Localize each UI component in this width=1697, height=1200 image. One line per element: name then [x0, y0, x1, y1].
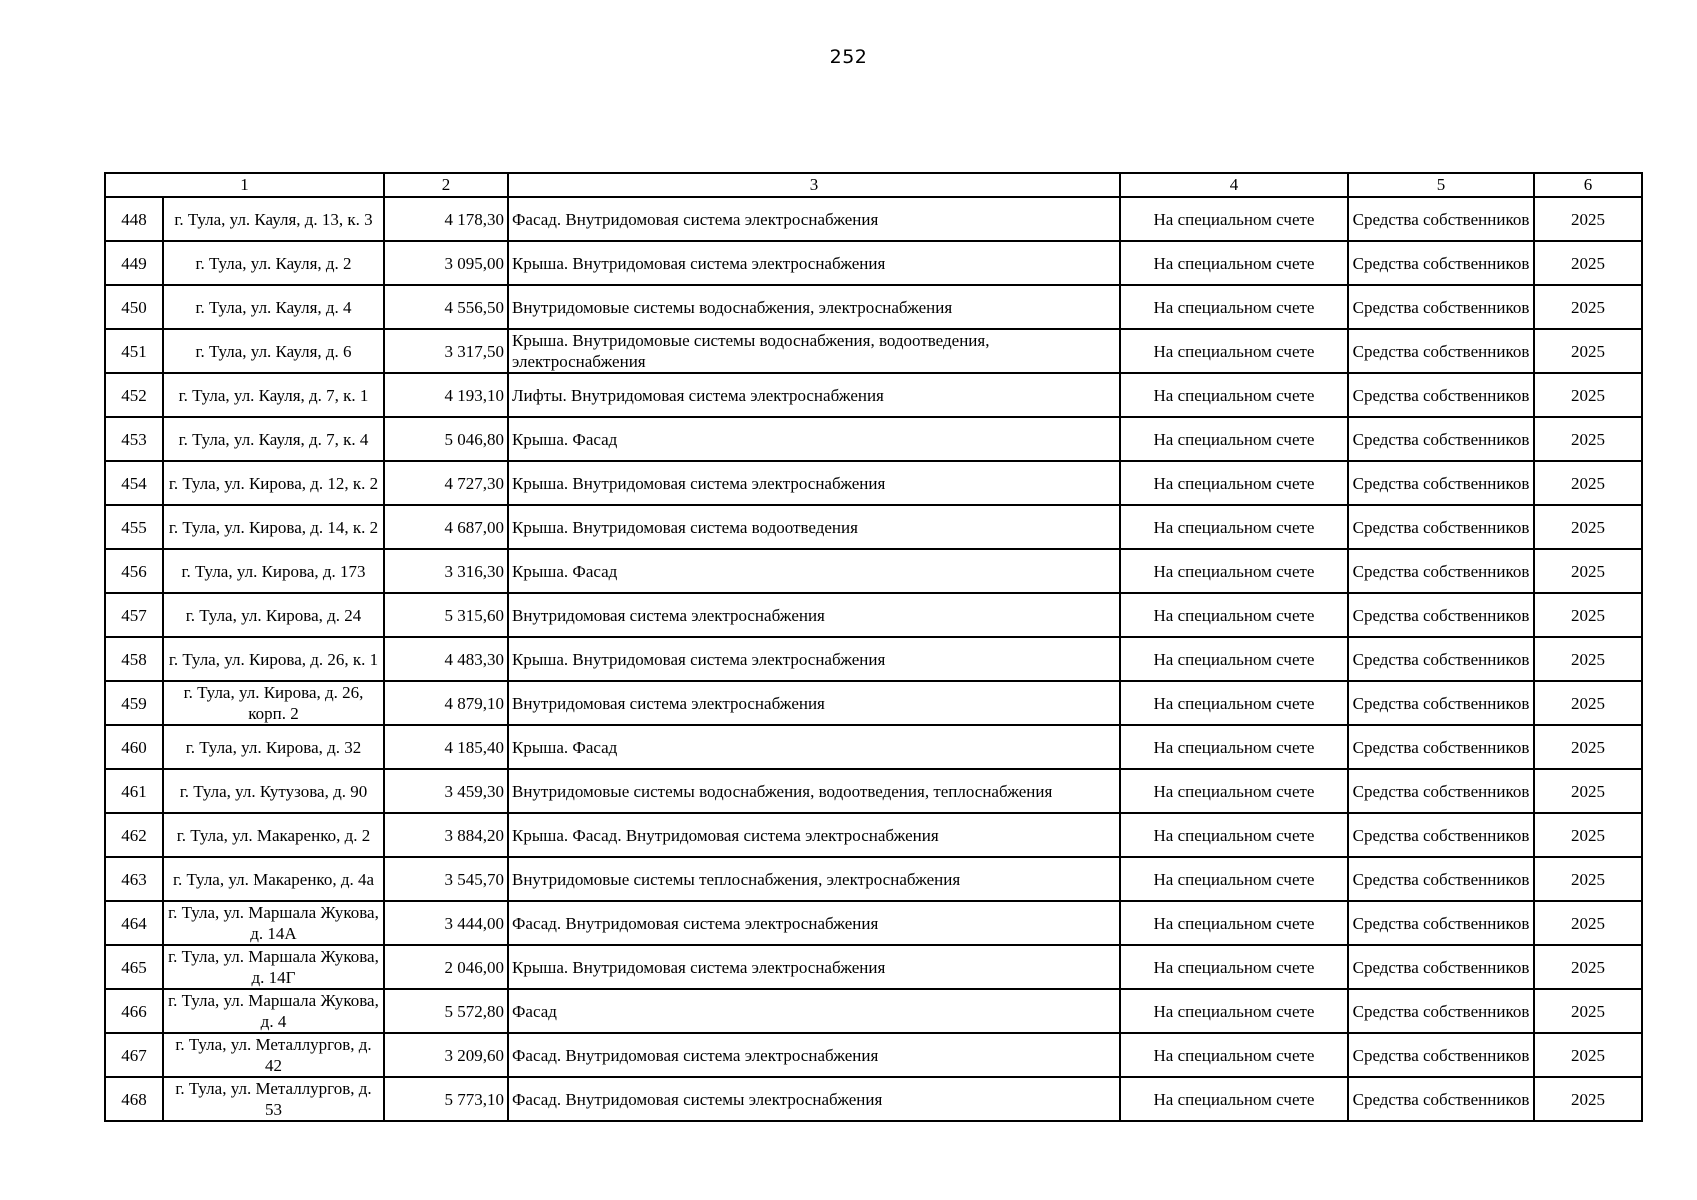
row-works: Крыша. Внутридомовая система электроснабжения	[508, 637, 1120, 681]
row-number: 461	[105, 769, 163, 813]
row-works: Крыша. Внутридомовая система электроснабжения	[508, 461, 1120, 505]
row-account: На специальном счете	[1120, 417, 1348, 461]
table-row	[105, 241, 1642, 285]
row-year: 2025	[1534, 637, 1642, 681]
row-funding-source: Средства собственников	[1348, 725, 1534, 769]
row-area: 3 316,30	[384, 549, 508, 593]
row-year: 2025	[1534, 285, 1642, 329]
header-col-1: 1	[105, 173, 384, 197]
row-address: г. Тула, ул. Маршала Жукова, д. 14А	[163, 901, 384, 945]
row-account: На специальном счете	[1120, 461, 1348, 505]
row-area: 3 884,20	[384, 813, 508, 857]
row-year: 2025	[1534, 857, 1642, 901]
row-account: На специальном счете	[1120, 373, 1348, 417]
row-number: 455	[105, 505, 163, 549]
row-works: Фасад. Внутридомовая система электроснабжения	[508, 901, 1120, 945]
row-works: Крыша. Внутридомовая система водоотведения	[508, 505, 1120, 549]
row-number: 454	[105, 461, 163, 505]
table-row	[105, 1077, 1642, 1121]
table-header	[105, 173, 1642, 197]
table-row	[105, 857, 1642, 901]
row-number: 450	[105, 285, 163, 329]
row-area: 3 209,60	[384, 1033, 508, 1077]
table-row	[105, 373, 1642, 417]
table-row	[105, 417, 1642, 461]
row-year: 2025	[1534, 813, 1642, 857]
row-address: г. Тула, ул. Кутузова, д. 90	[163, 769, 384, 813]
row-account: На специальном счете	[1120, 285, 1348, 329]
row-account: На специальном счете	[1120, 945, 1348, 989]
row-funding-source: Средства собственников	[1348, 461, 1534, 505]
row-funding-source: Средства собственников	[1348, 637, 1534, 681]
row-account: На специальном счете	[1120, 593, 1348, 637]
header-col-6: 6	[1534, 173, 1642, 197]
table-row	[105, 725, 1642, 769]
table-row	[105, 989, 1642, 1033]
row-works: Фасад. Внутридомовая система электроснабжения	[508, 1033, 1120, 1077]
row-number: 462	[105, 813, 163, 857]
row-year: 2025	[1534, 505, 1642, 549]
row-year: 2025	[1534, 681, 1642, 725]
row-number: 459	[105, 681, 163, 725]
row-number: 456	[105, 549, 163, 593]
row-funding-source: Средства собственников	[1348, 857, 1534, 901]
row-area: 4 727,30	[384, 461, 508, 505]
row-number: 448	[105, 197, 163, 241]
row-year: 2025	[1534, 197, 1642, 241]
row-area: 2 046,00	[384, 945, 508, 989]
row-address: г. Тула, ул. Кирова, д. 24	[163, 593, 384, 637]
row-works: Фасад. Внутридомовая системы электроснабжения	[508, 1077, 1120, 1121]
row-area: 5 315,60	[384, 593, 508, 637]
row-address: г. Тула, ул. Кауля, д. 4	[163, 285, 384, 329]
row-address: г. Тула, ул. Кирова, д. 12, к. 2	[163, 461, 384, 505]
table-row	[105, 593, 1642, 637]
row-funding-source: Средства собственников	[1348, 329, 1534, 373]
row-account: На специальном счете	[1120, 549, 1348, 593]
row-number: 465	[105, 945, 163, 989]
header-row	[105, 173, 1642, 197]
row-funding-source: Средства собственников	[1348, 593, 1534, 637]
row-address: г. Тула, ул. Кирова, д. 26, к. 1	[163, 637, 384, 681]
table-body	[105, 197, 1642, 1121]
row-account: На специальном счете	[1120, 989, 1348, 1033]
row-area: 4 483,30	[384, 637, 508, 681]
table-row	[105, 285, 1642, 329]
row-year: 2025	[1534, 417, 1642, 461]
table-row	[105, 197, 1642, 241]
row-works: Внутридомовые системы водоснабжения, электроснабжения	[508, 285, 1120, 329]
row-works: Крыша. Фасад	[508, 549, 1120, 593]
row-funding-source: Средства собственников	[1348, 1077, 1534, 1121]
table-row	[105, 329, 1642, 373]
row-year: 2025	[1534, 989, 1642, 1033]
row-year: 2025	[1534, 1077, 1642, 1121]
row-address: г. Тула, ул. Кирова, д. 173	[163, 549, 384, 593]
row-works: Крыша. Внутридомовая система электроснабжения	[508, 241, 1120, 285]
row-works: Внутридомовая система электроснабжения	[508, 681, 1120, 725]
row-area: 5 046,80	[384, 417, 508, 461]
table-row	[105, 505, 1642, 549]
row-area: 3 444,00	[384, 901, 508, 945]
row-funding-source: Средства собственников	[1348, 813, 1534, 857]
row-year: 2025	[1534, 373, 1642, 417]
row-address: г. Тула, ул. Кауля, д. 7, к. 1	[163, 373, 384, 417]
row-funding-source: Средства собственников	[1348, 1033, 1534, 1077]
row-works: Крыша. Внутридомовая система электроснабжения	[508, 945, 1120, 989]
row-funding-source: Средства собственников	[1348, 373, 1534, 417]
row-account: На специальном счете	[1120, 725, 1348, 769]
row-year: 2025	[1534, 769, 1642, 813]
row-area: 4 879,10	[384, 681, 508, 725]
row-address: г. Тула, ул. Макаренко, д. 2	[163, 813, 384, 857]
row-number: 457	[105, 593, 163, 637]
repair-schedule-table	[104, 172, 1643, 1122]
row-address: г. Тула, ул. Металлургов, д. 42	[163, 1033, 384, 1077]
row-number: 458	[105, 637, 163, 681]
header-col-5: 5	[1348, 173, 1534, 197]
row-number: 453	[105, 417, 163, 461]
row-number: 467	[105, 1033, 163, 1077]
row-area: 3 095,00	[384, 241, 508, 285]
row-area: 3 459,30	[384, 769, 508, 813]
row-funding-source: Средства собственников	[1348, 549, 1534, 593]
table-row	[105, 945, 1642, 989]
row-account: На специальном счете	[1120, 769, 1348, 813]
row-works: Внутридомовые системы теплоснабжения, электроснабжения	[508, 857, 1120, 901]
row-address: г. Тула, ул. Маршала Жукова, д. 14Г	[163, 945, 384, 989]
row-address: г. Тула, ул. Маршала Жукова, д. 4	[163, 989, 384, 1033]
row-address: г. Тула, ул. Макаренко, д. 4а	[163, 857, 384, 901]
row-works: Крыша. Внутридомовые системы водоснабжения, водоотведения, электроснабжения	[508, 329, 1120, 373]
row-area: 5 773,10	[384, 1077, 508, 1121]
table-row	[105, 461, 1642, 505]
table-row	[105, 813, 1642, 857]
row-address: г. Тула, ул. Металлургов, д. 53	[163, 1077, 384, 1121]
row-account: На специальном счете	[1120, 1033, 1348, 1077]
row-account: На специальном счете	[1120, 505, 1348, 549]
row-address: г. Тула, ул. Кирова, д. 32	[163, 725, 384, 769]
row-address: г. Тула, ул. Кауля, д. 13, к. 3	[163, 197, 384, 241]
row-address: г. Тула, ул. Кирова, д. 14, к. 2	[163, 505, 384, 549]
row-number: 463	[105, 857, 163, 901]
row-account: На специальном счете	[1120, 813, 1348, 857]
row-works: Внутридомовая система электроснабжения	[508, 593, 1120, 637]
row-works: Крыша. Фасад. Внутридомовая система электроснабжения	[508, 813, 1120, 857]
row-number: 466	[105, 989, 163, 1033]
row-works: Фасад	[508, 989, 1120, 1033]
row-works: Крыша. Фасад	[508, 417, 1120, 461]
row-funding-source: Средства собственников	[1348, 901, 1534, 945]
row-address: г. Тула, ул. Кауля, д. 2	[163, 241, 384, 285]
row-year: 2025	[1534, 593, 1642, 637]
row-area: 3 317,50	[384, 329, 508, 373]
row-year: 2025	[1534, 725, 1642, 769]
row-area: 5 572,80	[384, 989, 508, 1033]
row-funding-source: Средства собственников	[1348, 989, 1534, 1033]
row-number: 449	[105, 241, 163, 285]
row-works: Внутридомовые системы водоснабжения, водоотведения, теплоснабжения	[508, 769, 1120, 813]
row-year: 2025	[1534, 461, 1642, 505]
row-year: 2025	[1534, 549, 1642, 593]
row-funding-source: Средства собственников	[1348, 197, 1534, 241]
row-account: На специальном счете	[1120, 857, 1348, 901]
row-address: г. Тула, ул. Кауля, д. 7, к. 4	[163, 417, 384, 461]
row-year: 2025	[1534, 241, 1642, 285]
row-funding-source: Средства собственников	[1348, 681, 1534, 725]
row-account: На специальном счете	[1120, 637, 1348, 681]
row-area: 3 545,70	[384, 857, 508, 901]
row-number: 464	[105, 901, 163, 945]
row-year: 2025	[1534, 945, 1642, 989]
row-works: Фасад. Внутридомовая система электроснабжения	[508, 197, 1120, 241]
row-account: На специальном счете	[1120, 1077, 1348, 1121]
row-account: На специальном счете	[1120, 681, 1348, 725]
row-funding-source: Средства собственников	[1348, 769, 1534, 813]
header-col-3: 3	[508, 173, 1120, 197]
row-number: 460	[105, 725, 163, 769]
table-row	[105, 769, 1642, 813]
row-funding-source: Средства собственников	[1348, 285, 1534, 329]
row-area: 4 687,00	[384, 505, 508, 549]
row-works: Лифты. Внутридомовая система электроснабжения	[508, 373, 1120, 417]
row-year: 2025	[1534, 329, 1642, 373]
row-account: На специальном счете	[1120, 197, 1348, 241]
row-works: Крыша. Фасад	[508, 725, 1120, 769]
row-funding-source: Средства собственников	[1348, 417, 1534, 461]
table-row	[105, 1033, 1642, 1077]
row-area: 4 193,10	[384, 373, 508, 417]
row-year: 2025	[1534, 901, 1642, 945]
row-year: 2025	[1534, 1033, 1642, 1077]
row-address: г. Тула, ул. Кауля, д. 6	[163, 329, 384, 373]
row-funding-source: Средства собственников	[1348, 241, 1534, 285]
row-account: На специальном счете	[1120, 329, 1348, 373]
header-col-2: 2	[384, 173, 508, 197]
row-funding-source: Средства собственников	[1348, 945, 1534, 989]
row-number: 451	[105, 329, 163, 373]
row-account: На специальном счете	[1120, 241, 1348, 285]
table-row	[105, 637, 1642, 681]
row-number: 452	[105, 373, 163, 417]
row-number: 468	[105, 1077, 163, 1121]
row-account: На специальном счете	[1120, 901, 1348, 945]
table-row	[105, 681, 1642, 725]
row-area: 4 178,30	[384, 197, 508, 241]
row-funding-source: Средства собственников	[1348, 505, 1534, 549]
table-row	[105, 549, 1642, 593]
row-area: 4 185,40	[384, 725, 508, 769]
header-col-4: 4	[1120, 173, 1348, 197]
row-area: 4 556,50	[384, 285, 508, 329]
table-row	[105, 901, 1642, 945]
page-number: 252	[829, 46, 868, 68]
row-address: г. Тула, ул. Кирова, д. 26, корп. 2	[163, 681, 384, 725]
